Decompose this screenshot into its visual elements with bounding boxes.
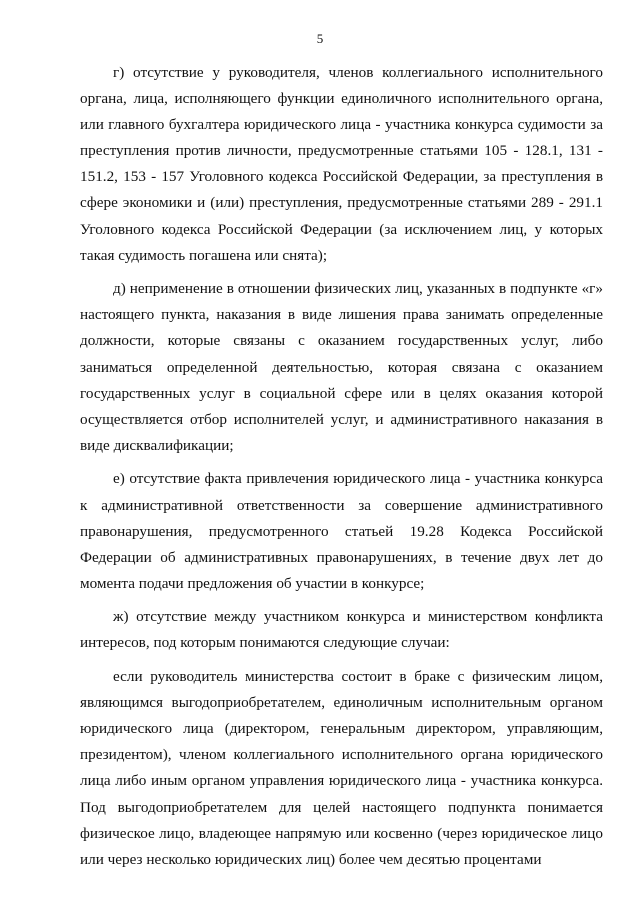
paragraph-conflict-case: если руководитель министерства состоит в браке с физическим лицом, являющимся выгодоприобретателем, единоличным исполнительным органом юридического лица (директором, генеральным директором, управляющим, президентом), членом коллегиального исполнительного органа юридического лица либо иным органом управления юридического лица - участника конкурса. Под выгодоприобретателем для целей настоящего подпункта понимается физическое лицо, владеющее напрямую или косвенно (через юридическое лицо или через несколько юридических лиц) более чем десятью процентами <box>80 668 603 868</box>
paragraph-d: д) неприменение в отношении физических лиц, указанных в подпункте «г» настоящего пункта, наказания в виде лишения права занимать определенные должности, которые связаны с оказанием государственных услуг, либо заниматься определенной деятельностью, которая связана с оказанием государственных услуг в социальной сфере или в целях оказания которой осуществляется отбор исполнителей услуг, и административного наказания в виде дисквалификации; <box>80 280 603 454</box>
document-body <box>80 60 603 873</box>
paragraph-g: г) отсутствие у руководителя, членов коллегиального исполнительного органа, лица, исполняющего функции единоличного исполнительного органа, или главного бухгалтера юридического лица - участника конкурса судимости за преступления против личности, предусмотренные статьями 105 - 128.1, 131 - 151.2, 153 - 157 Уголовного кодекса Российской Федерации, за преступления в сфере экономики и (или) преступления, предусмотренные статьями 289 - 291.1 Уголовного кодекса Российской Федерации (за исключением лиц, у которых такая судимость погашена или снята); <box>80 64 603 264</box>
paragraph-e: е) отсутствие факта привлечения юридического лица - участника конкурса к административной ответственности за совершение административного правонарушения, предусмотренного статьей 19.28 Кодекса Российской Федерации об административных правонарушениях, в течение двух лет до момента подачи предложения об участии в конкурсе; <box>80 470 603 592</box>
paragraph-zh: ж) отсутствие между участником конкурса и министерством конфликта интересов, под которым понимаются следующие случаи: <box>80 608 603 652</box>
page-number: 5 <box>316 31 324 46</box>
